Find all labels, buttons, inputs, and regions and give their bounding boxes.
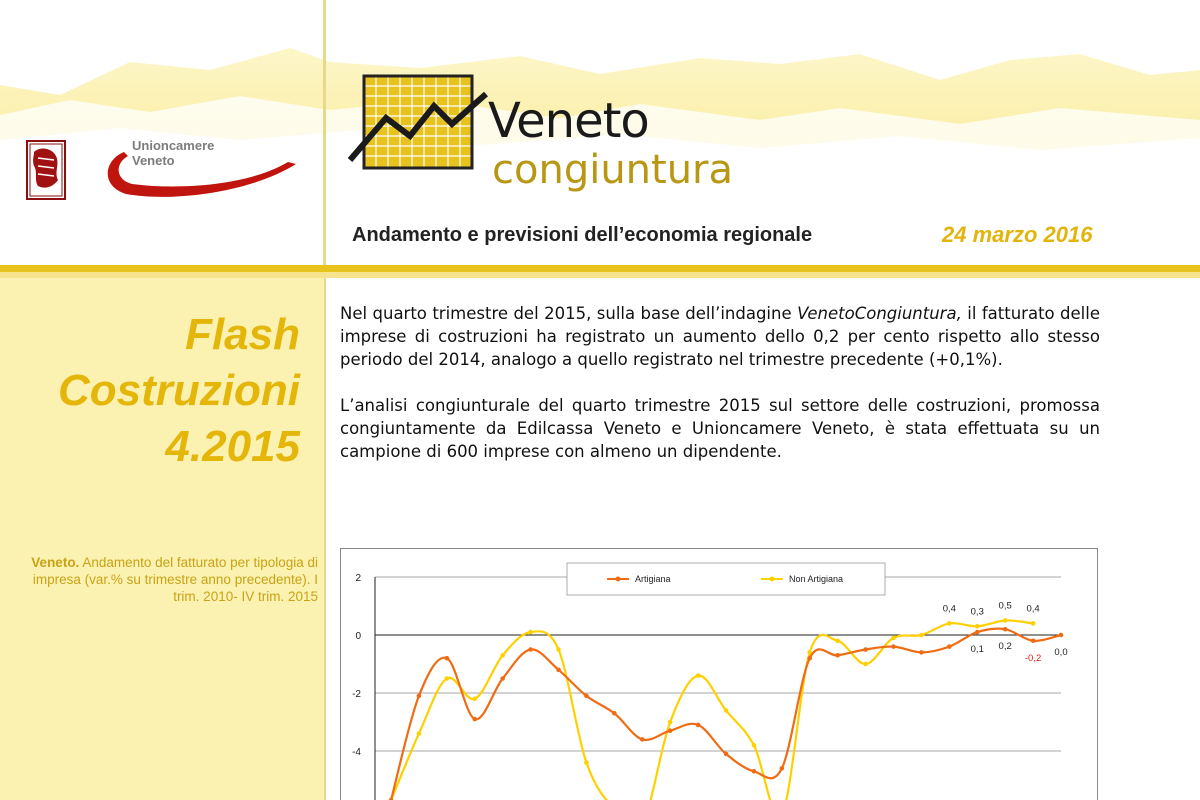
point-artigiana <box>807 656 812 661</box>
point-artigiana <box>724 752 729 757</box>
legend-marker <box>770 577 775 582</box>
point-artigiana <box>417 694 422 699</box>
chart-frame <box>340 548 1098 800</box>
data-label-non-artigiana: 0,4 <box>1026 603 1040 615</box>
lion-logo <box>26 140 66 200</box>
point-non-artigiana <box>668 720 673 725</box>
caption-text: Andamento del fatturato per tipologia di impresa (var.% su trimestre anno precedente). I trim. 2010- IV trim. 2015 <box>32 555 318 604</box>
y-tick-label: 0 <box>355 631 361 642</box>
point-non-artigiana <box>584 760 589 765</box>
publisher-line2: Veneto <box>132 153 175 168</box>
data-label-artigiana: 0,2 <box>998 641 1012 653</box>
series-line-non-artigiana <box>391 620 1033 800</box>
flash-line-1: Flash <box>185 310 300 359</box>
legend-marker <box>616 577 621 582</box>
point-non-artigiana <box>696 673 701 678</box>
point-non-artigiana <box>1031 621 1036 626</box>
paragraph-2: L’analisi congiunturale del quarto trimestre 2015 sul settore delle costruzioni, promossa congiuntamente da Edilcassa Veneto e Unioncamere Veneto, è stata effettuata su un campione di 600 imprese con almeno un dipendente. <box>340 396 1100 461</box>
paragraph-1-part-a: Nel quarto trimestre del 2015, sulla base dell’indagine <box>340 304 798 323</box>
column-divider <box>324 0 326 800</box>
point-non-artigiana <box>724 708 729 713</box>
point-non-artigiana <box>500 653 505 658</box>
data-label-artigiana: 0,1 <box>970 644 984 656</box>
data-label-non-artigiana: 0,3 <box>970 606 984 618</box>
point-artigiana <box>863 647 868 652</box>
point-artigiana <box>891 644 896 649</box>
data-label-non-artigiana: 0,4 <box>942 603 956 615</box>
point-non-artigiana <box>1003 618 1008 623</box>
data-label-artigiana: 0,0 <box>1054 647 1068 658</box>
point-non-artigiana <box>891 636 896 641</box>
point-artigiana <box>445 656 450 661</box>
masthead-chart-icon <box>348 72 488 172</box>
point-artigiana <box>668 728 673 733</box>
point-non-artigiana <box>528 630 533 635</box>
point-artigiana <box>835 653 840 658</box>
paragraph-1-italic: VenetoCongiuntura, <box>797 304 962 323</box>
legend-label: Non Artigiana <box>789 574 844 584</box>
point-artigiana <box>500 676 505 681</box>
point-non-artigiana <box>863 662 868 667</box>
point-non-artigiana <box>445 676 450 681</box>
point-non-artigiana <box>472 697 477 702</box>
point-non-artigiana <box>835 639 840 644</box>
point-artigiana <box>472 717 477 722</box>
publisher-line1: Unioncamere <box>132 138 215 153</box>
point-artigiana <box>528 647 533 652</box>
flash-line-2: Costruzioni <box>58 366 300 415</box>
caption-region: Veneto. <box>31 555 80 570</box>
masthead-tagline: Andamento e previsioni dell’economia regionale <box>352 224 813 246</box>
point-non-artigiana <box>975 624 980 629</box>
issue-date: 24 marzo 2016 <box>942 222 1093 247</box>
y-tick-label: -4 <box>352 747 361 758</box>
point-non-artigiana <box>417 731 422 736</box>
point-non-artigiana <box>556 647 561 652</box>
header-rule-light <box>0 272 1200 278</box>
masthead-title: Veneto <box>488 93 649 149</box>
legend-label: Artigiana <box>635 574 671 584</box>
point-artigiana <box>696 723 701 728</box>
point-artigiana <box>612 711 617 716</box>
data-label-non-artigiana: 0,5 <box>998 600 1012 612</box>
point-artigiana <box>640 737 645 742</box>
point-non-artigiana <box>919 633 924 638</box>
unioncamere-swoosh-logo <box>98 150 298 202</box>
point-non-artigiana <box>947 621 952 626</box>
flash-title <box>0 307 300 475</box>
point-artigiana <box>1059 633 1064 638</box>
chart-caption <box>20 554 318 605</box>
header-rule <box>0 265 1200 272</box>
point-artigiana <box>780 766 785 771</box>
point-artigiana <box>584 694 589 699</box>
point-non-artigiana <box>752 743 757 748</box>
paragraph-1 <box>340 302 1100 371</box>
data-label-artigiana: -0,2 <box>1024 652 1042 664</box>
point-artigiana <box>975 630 980 635</box>
article-body <box>340 302 1100 486</box>
point-artigiana <box>1031 639 1036 644</box>
header <box>0 0 1200 265</box>
line-chart <box>341 549 1099 800</box>
flash-line-3: 4.2015 <box>165 422 300 471</box>
point-artigiana <box>947 644 952 649</box>
point-artigiana <box>556 668 561 673</box>
y-tick-label: 2 <box>355 573 361 584</box>
point-artigiana <box>752 769 757 774</box>
series-line-artigiana <box>391 629 1061 800</box>
point-artigiana <box>919 650 924 655</box>
paragraph-1-part-b: il fatturato delle imprese di costruzioni ha registrato un aumento dello 0,2 per cento rispetto allo stesso periodo del 2014, analogo a quello registrato nel trimestre precedente (+0,1%). <box>340 304 1101 369</box>
y-tick-label: -2 <box>352 689 361 700</box>
point-artigiana <box>1003 627 1008 632</box>
masthead-subtitle-word: congiuntura <box>492 147 734 193</box>
